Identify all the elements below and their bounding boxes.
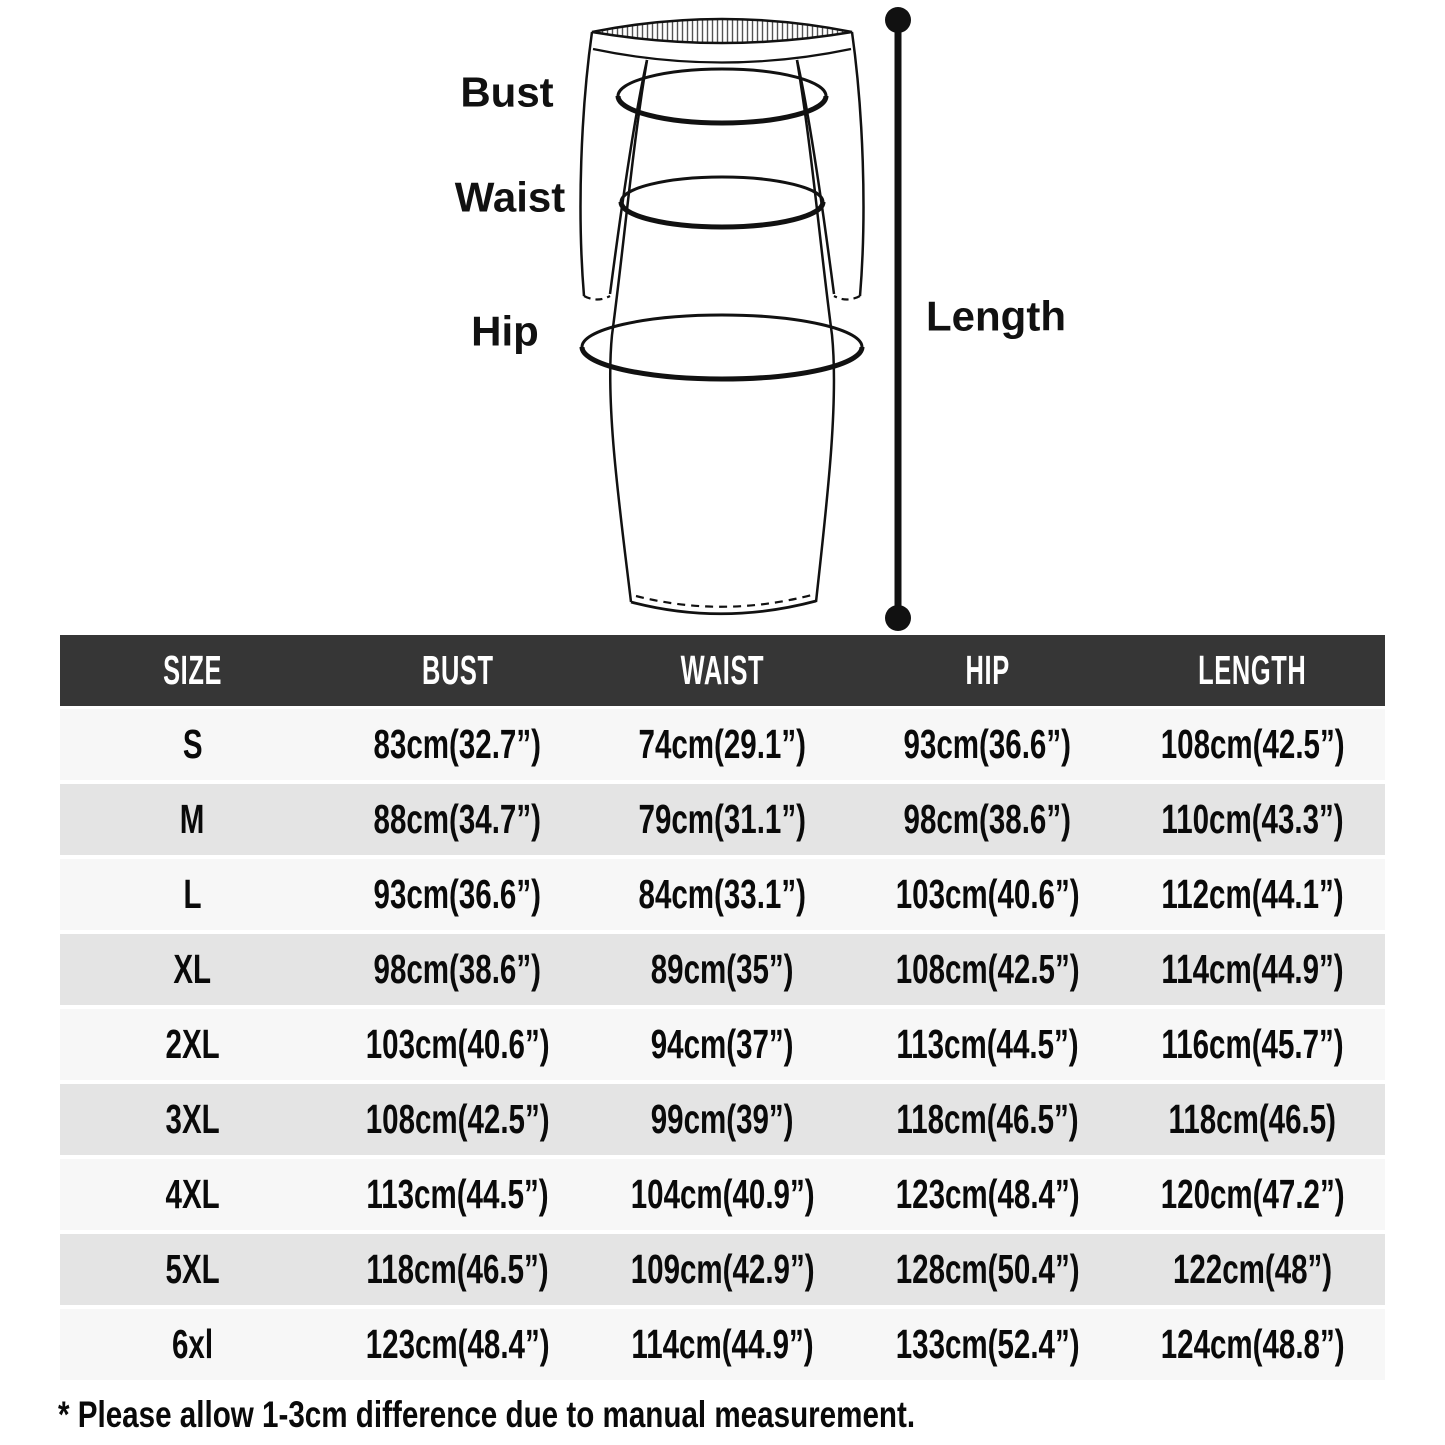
dress-hem-stitch xyxy=(636,595,812,607)
length-cell xyxy=(1120,934,1385,1005)
waist-value: 114cm(44.9”) xyxy=(631,1321,814,1367)
bust-value: 118cm(46.5”) xyxy=(366,1246,549,1292)
hip-value: 128cm(50.4”) xyxy=(895,1246,1080,1292)
length-cell xyxy=(1120,859,1385,930)
length-value: 122cm(48”) xyxy=(1172,1246,1333,1292)
hip-value: 123cm(48.4”) xyxy=(895,1171,1080,1217)
waist-value: 89cm(35”) xyxy=(651,946,794,992)
size-cell xyxy=(60,709,325,780)
length-cell xyxy=(1120,709,1385,780)
bust-cell xyxy=(325,1009,590,1080)
table-row-6xl xyxy=(60,1309,1385,1380)
size-cell xyxy=(60,1234,325,1305)
table-row-3xl xyxy=(60,1084,1385,1155)
bust-label: Bust xyxy=(460,68,554,116)
waist-cell xyxy=(590,934,855,1005)
hip-label: Hip xyxy=(471,307,539,355)
waist-value: 109cm(42.9”) xyxy=(630,1246,815,1292)
size-value: 5XL xyxy=(165,1246,220,1292)
length-cell xyxy=(1120,1159,1385,1230)
bust-cell xyxy=(325,1159,590,1230)
hip-value: 133cm(52.4”) xyxy=(895,1321,1080,1367)
dress-body-left xyxy=(610,60,647,602)
table-header-row xyxy=(60,635,1385,706)
bust-cell xyxy=(325,709,590,780)
size-value: 6xl xyxy=(171,1321,214,1367)
column-header-hip-label: HIP xyxy=(965,647,1010,693)
hip-cell xyxy=(855,1159,1120,1230)
length-value: 108cm(42.5”) xyxy=(1160,721,1345,767)
length-cell xyxy=(1120,784,1385,855)
bust-value: 98cm(38.6”) xyxy=(373,946,542,992)
hip-cell xyxy=(855,1009,1120,1080)
size-value: L xyxy=(183,871,202,917)
size-cell xyxy=(60,784,325,855)
length-cell xyxy=(1120,1009,1385,1080)
bust-value: 88cm(34.7”) xyxy=(373,796,542,842)
column-header-bust-label: BUST xyxy=(421,647,494,693)
table-row-l xyxy=(60,859,1385,930)
hip-value: 113cm(44.5”) xyxy=(896,1021,1079,1067)
waist-cell xyxy=(590,1234,855,1305)
column-header-bust xyxy=(325,635,590,706)
hip-value: 93cm(36.6”) xyxy=(903,721,1072,767)
hip-value: 108cm(42.5”) xyxy=(895,946,1080,992)
length-cell xyxy=(1120,1084,1385,1155)
hip-cell xyxy=(855,709,1120,780)
dress-neckline xyxy=(593,49,851,63)
length-line-top-dot xyxy=(885,7,911,33)
dress-sleeve-left-outer xyxy=(581,32,592,296)
table-row-m xyxy=(60,784,1385,855)
waist-cell xyxy=(590,1084,855,1155)
size-cell xyxy=(60,1309,325,1380)
size-cell xyxy=(60,1009,325,1080)
column-header-hip xyxy=(855,635,1120,706)
dress-cuff-left xyxy=(584,296,610,300)
measurement-disclaimer-text: * Please allow 1-3cm difference due to manual measurement. xyxy=(58,1394,916,1435)
length-value: 114cm(44.9”) xyxy=(1161,946,1344,992)
column-header-length xyxy=(1120,635,1385,706)
bust-ellipse-front xyxy=(618,96,826,123)
hip-value: 103cm(40.6”) xyxy=(895,871,1080,917)
dress-neckband xyxy=(592,19,852,43)
waist-value: 104cm(40.9”) xyxy=(630,1171,815,1217)
length-value: 112cm(44.1”) xyxy=(1161,871,1344,917)
bust-cell xyxy=(325,1309,590,1380)
size-value: M xyxy=(180,796,205,842)
hip-ellipse-front xyxy=(582,347,862,379)
size-cell xyxy=(60,859,325,930)
length-value: 110cm(43.3”) xyxy=(1161,796,1344,842)
bust-cell xyxy=(325,1234,590,1305)
length-cell xyxy=(1120,1309,1385,1380)
table-row-s xyxy=(60,709,1385,780)
bust-cell xyxy=(325,859,590,930)
waist-value: 99cm(39”) xyxy=(651,1096,794,1142)
column-header-waist-label: WAIST xyxy=(680,647,765,693)
length-value: 116cm(45.7”) xyxy=(1161,1021,1344,1067)
bust-cell xyxy=(325,934,590,1005)
size-value: 4XL xyxy=(165,1171,220,1217)
dress-cuff-right xyxy=(834,296,860,300)
hip-value: 118cm(46.5”) xyxy=(896,1096,1079,1142)
size-cell xyxy=(60,1084,325,1155)
length-value: 118cm(46.5) xyxy=(1168,1096,1337,1142)
waist-cell xyxy=(590,784,855,855)
table-row-2xl xyxy=(60,1009,1385,1080)
waist-value: 84cm(33.1”) xyxy=(638,871,807,917)
bust-cell xyxy=(325,784,590,855)
length-line-bottom-dot xyxy=(885,605,911,631)
waist-label: Waist xyxy=(454,173,566,221)
dress-diagram xyxy=(0,0,1445,633)
table-row-5xl xyxy=(60,1234,1385,1305)
waist-value: 79cm(31.1”) xyxy=(638,796,807,842)
size-value: 3XL xyxy=(165,1096,220,1142)
hip-value: 98cm(38.6”) xyxy=(903,796,1072,842)
size-value: XL xyxy=(173,946,212,992)
bust-value: 103cm(40.6”) xyxy=(365,1021,550,1067)
hip-cell xyxy=(855,784,1120,855)
size-cell xyxy=(60,934,325,1005)
column-header-size xyxy=(60,635,325,706)
hip-cell xyxy=(855,1234,1120,1305)
hip-cell xyxy=(855,1084,1120,1155)
bust-value: 108cm(42.5”) xyxy=(365,1096,550,1142)
size-cell xyxy=(60,1159,325,1230)
table-row-xl xyxy=(60,934,1385,1005)
hip-cell xyxy=(855,1309,1120,1380)
bust-value: 113cm(44.5”) xyxy=(366,1171,549,1217)
bust-value: 93cm(36.6”) xyxy=(373,871,542,917)
column-header-size-label: SIZE xyxy=(162,647,222,693)
column-header-waist xyxy=(590,635,855,706)
hip-cell xyxy=(855,859,1120,930)
length-label: Length xyxy=(926,292,1066,340)
waist-ellipse-front xyxy=(621,202,823,227)
waist-cell xyxy=(590,709,855,780)
length-cell xyxy=(1120,1234,1385,1305)
hip-cell xyxy=(855,934,1120,1005)
length-value: 120cm(47.2”) xyxy=(1160,1171,1345,1217)
bust-value: 123cm(48.4”) xyxy=(365,1321,550,1367)
size-value: 2XL xyxy=(165,1021,220,1067)
waist-cell xyxy=(590,1009,855,1080)
waist-value: 74cm(29.1”) xyxy=(638,721,807,767)
length-value: 124cm(48.8”) xyxy=(1160,1321,1345,1367)
size-value: S xyxy=(182,721,203,767)
measurement-disclaimer xyxy=(58,1394,1129,1436)
dress-body-right xyxy=(797,60,834,602)
bust-cell xyxy=(325,1084,590,1155)
waist-cell xyxy=(590,1159,855,1230)
bust-value: 83cm(32.7”) xyxy=(373,721,542,767)
column-header-length-label: LENGTH xyxy=(1198,647,1307,693)
waist-cell xyxy=(590,859,855,930)
size-table xyxy=(60,635,1385,1384)
dress-sleeve-right-outer xyxy=(852,32,863,296)
waist-value: 94cm(37”) xyxy=(651,1021,794,1067)
table-row-4xl xyxy=(60,1159,1385,1230)
waist-cell xyxy=(590,1309,855,1380)
